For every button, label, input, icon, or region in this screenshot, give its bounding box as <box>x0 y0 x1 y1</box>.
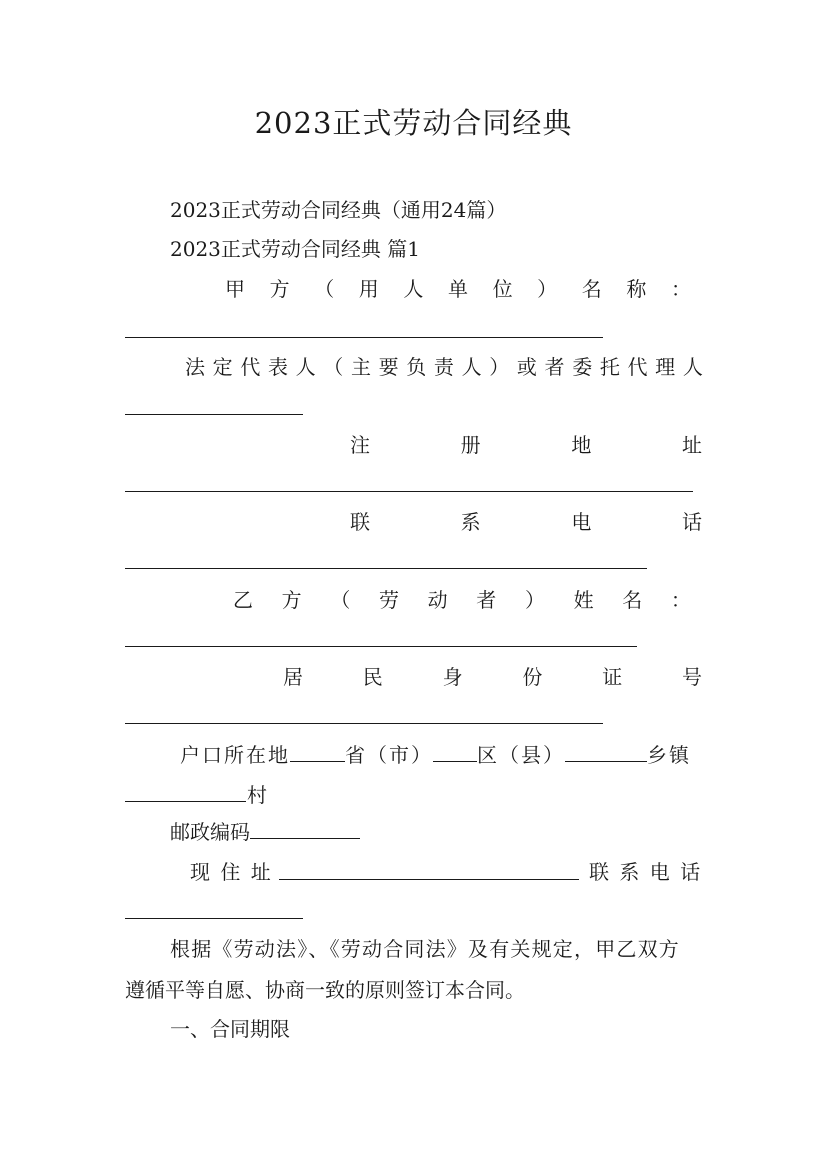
label-char: 者 <box>476 588 497 612</box>
label-char: （ <box>330 588 351 612</box>
label-char: 代 <box>240 355 261 379</box>
legal-representative-label <box>185 350 703 384</box>
label-char: 者 <box>544 355 565 379</box>
current-address-field[interactable] <box>279 879 579 880</box>
village-label: 村 <box>247 783 267 807</box>
label-char: 负 <box>406 355 427 379</box>
party-a-name-field[interactable] <box>125 337 603 338</box>
label-char: ） <box>524 588 545 612</box>
legal-representative-field[interactable] <box>125 414 303 415</box>
label-char: 表 <box>267 355 288 379</box>
township-field[interactable] <box>565 739 647 762</box>
id-number-field[interactable] <box>125 723 603 724</box>
label-char: 方 <box>281 588 302 612</box>
current-address-label: 现 住 址 <box>190 860 273 884</box>
label-char: 名 <box>622 588 643 612</box>
label-char: 人 <box>461 355 482 379</box>
label-char: 用 <box>358 277 379 301</box>
label-char: （ <box>323 355 344 379</box>
label-char: 民 <box>362 665 383 689</box>
id-number-label <box>283 660 702 694</box>
document-title: 2023正式劳动合同经典 <box>254 106 573 140</box>
clause-heading-1: 一、合同期限 <box>170 1017 290 1041</box>
hukou-line <box>180 738 691 772</box>
label-char: 甲 <box>225 277 245 301</box>
party-b-phone-field[interactable] <box>125 918 303 919</box>
label-char: 劳 <box>378 588 399 612</box>
label-char: 地 <box>571 433 592 457</box>
label-char: 法 <box>185 355 205 379</box>
label-char: 方 <box>269 277 290 301</box>
label-char: 单 <box>447 277 468 301</box>
party-a-phone-label <box>350 505 702 539</box>
label-char: ） <box>489 355 510 379</box>
party-b-name-label <box>233 583 691 617</box>
label-char: 证 <box>602 665 623 689</box>
label-char: 系 <box>460 510 481 534</box>
postcode-label: 邮政编码 <box>170 820 250 844</box>
party-a-name-label <box>225 272 691 306</box>
label-char: 或 <box>516 355 537 379</box>
label-char: 乙 <box>233 588 253 612</box>
label-char: 注 <box>350 433 370 457</box>
label-char: 人 <box>403 277 424 301</box>
party-b-name-field[interactable] <box>125 646 637 647</box>
label-char: 联 <box>350 510 370 534</box>
label-char: 责 <box>433 355 454 379</box>
label-char: 身 <box>442 665 463 689</box>
postcode-line <box>170 815 360 849</box>
party-b-phone-label: 联 系 电 话 <box>589 860 703 884</box>
registered-address-field[interactable] <box>125 491 693 492</box>
label-char: ： <box>670 588 691 612</box>
label-char: 动 <box>427 588 448 612</box>
label-char: 托 <box>599 355 620 379</box>
registered-address-label <box>350 428 702 462</box>
party-a-phone-field[interactable] <box>125 568 647 569</box>
label-char: ： <box>670 277 691 301</box>
label-char: 名 <box>581 277 602 301</box>
paragraph-line-1: 根据《劳动法》、《劳动合同法》及有关规定，甲乙双方 <box>170 937 680 961</box>
label-char: 册 <box>460 433 481 457</box>
province-field[interactable] <box>290 739 345 762</box>
label-char: 姓 <box>573 588 594 612</box>
postcode-field[interactable] <box>250 816 360 839</box>
label-char: 人 <box>682 355 703 379</box>
district-field[interactable] <box>433 739 477 762</box>
label-char: 址 <box>681 433 702 457</box>
label-char: 号 <box>681 665 702 689</box>
township-label: 乡镇 <box>647 743 691 767</box>
label-char: ） <box>537 277 558 301</box>
section-heading: 2023正式劳动合同经典 篇1 <box>170 237 420 261</box>
label-char: 位 <box>492 277 513 301</box>
label-char: 主 <box>350 355 371 379</box>
label-char: （ <box>314 277 335 301</box>
village-field[interactable] <box>125 801 246 802</box>
label-char: 理 <box>655 355 676 379</box>
label-char: 要 <box>378 355 399 379</box>
label-char: 电 <box>571 510 592 534</box>
hukou-label: 户口所在地 <box>180 743 290 767</box>
label-char: 代 <box>627 355 648 379</box>
label-char: 委 <box>572 355 593 379</box>
label-char: 话 <box>681 510 702 534</box>
district-label: 区（县） <box>477 743 565 767</box>
province-label: 省（市） <box>345 743 433 767</box>
label-char: 居 <box>283 665 303 689</box>
paragraph-line-2: 遵循平等自愿、协商一致的原则签订本合同。 <box>125 978 525 1002</box>
label-char: 人 <box>295 355 316 379</box>
label-char: 份 <box>522 665 543 689</box>
label-char: 称 <box>626 277 647 301</box>
document-subtitle: 2023正式劳动合同经典（通用24篇） <box>170 198 507 222</box>
label-char: 定 <box>212 355 233 379</box>
